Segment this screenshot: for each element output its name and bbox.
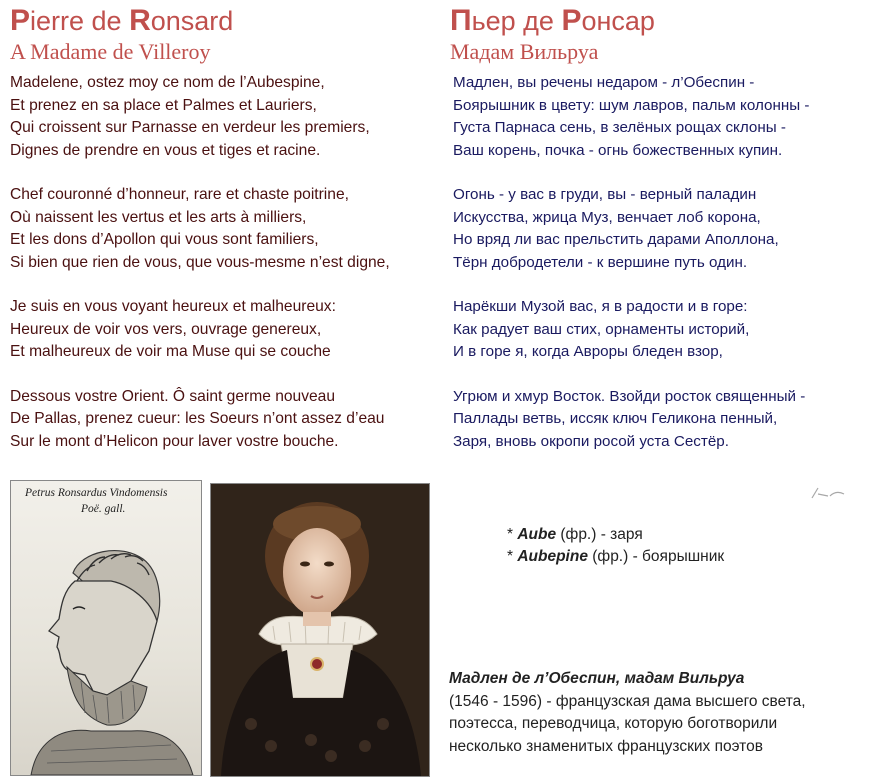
footnote-marker: * [507, 526, 518, 543]
poem-line: Угрюм и хмур Восток. Взойди росток священный - [453, 387, 806, 405]
poet-name-part: onsard [150, 6, 234, 36]
stanza-1 [453, 72, 890, 162]
french-column [10, 0, 435, 475]
poet-name-part: онсар [581, 6, 655, 36]
initial-pe: П [450, 4, 472, 37]
poem-line: Dignes de prendre en vous et tiges et racine. [10, 141, 321, 159]
madame-portrait [210, 483, 430, 777]
ronsard-engraving-image [11, 481, 201, 775]
stanza-3 [10, 296, 435, 364]
poem-line: De Pallas, prenez cueur: les Soeurs n’ont assez d’eau [10, 410, 385, 427]
footnote-marker: * [507, 548, 518, 565]
stanza-4 [453, 386, 890, 454]
poem-line: Et malheureux de voir ma Muse qui se couche [10, 343, 331, 360]
footnote-definition: (фр.) - заря [556, 526, 643, 543]
madame-painting-image [211, 484, 429, 776]
ronsard-portrait [10, 480, 202, 776]
footnotes [507, 524, 724, 568]
portrait-inscription: Petrus Ronsardus Vindomensis [25, 487, 168, 499]
poem-line: Et prenez en sa place et Palmes et Lauriers, [10, 96, 317, 114]
poet-name-french [10, 4, 435, 38]
poem-line: Мадлен, вы речены недаром - л’Обеспин - [453, 74, 755, 91]
poem-line: Нарёкши Музой вас, я в радости и в горе: [453, 298, 748, 315]
footnote [507, 524, 724, 546]
bio-title: Мадлен де л’Обеспин, мадам Вильруа [449, 670, 745, 687]
poem-line: Madelene, ostez moy ce nom de l’Aubespine, [10, 74, 325, 91]
footnote-definition: (фр.) - боярышник [587, 548, 725, 565]
initial-p: P [10, 4, 31, 37]
poem-line: Je suis en vous voyant heureux et malheureux: [10, 298, 336, 315]
poem-line: Но вряд ли вас прельстить дарами Аполлона, [453, 231, 779, 248]
stanza-3 [453, 296, 890, 364]
bio-line: поэтесса, переводчица, которую боготворили [449, 715, 778, 732]
poem-line: Sur le mont d’Helicon pour laver vostre bouche. [10, 432, 339, 450]
russian-column [450, 0, 890, 475]
poem-line: Тёрн добродетели - к вершине путь один. [453, 253, 748, 271]
signature-mark [808, 484, 848, 502]
bio-line: несколько знаменитых французских поэтов [449, 737, 763, 755]
poem-line: Et les dons d’Apollon qui vous sont familiers, [10, 231, 319, 248]
poem-line: Густа Парнаса сень, в зелёных рощах склоны - [453, 119, 786, 136]
poet-name-part: ьер де [471, 6, 562, 36]
poem-line: Искусства, жрица Муз, венчает лоб корона, [453, 208, 761, 226]
poem-title-russian: Мадам Вильруа [450, 39, 599, 64]
stanza-1 [10, 72, 435, 162]
stanza-2 [10, 184, 435, 274]
poem-line: Боярышник в цвету: шум лавров, пальм колонны - [453, 96, 810, 114]
poet-name-russian [450, 4, 890, 38]
poet-name-part: ierre de [30, 6, 130, 36]
poem-line: Chef couronné d’honneur, rare et chaste poitrine, [10, 186, 349, 203]
poem-line: Заря, вновь окропи росой уста Сестёр. [453, 432, 729, 450]
poem-line: Qui croissent sur Parnasse en verdeur les premiers, [10, 119, 370, 136]
bio-line: (1546 - 1596) - французская дама высшего света, [449, 692, 806, 710]
poem-line: И в горе я, когда Авроры бледен взор, [453, 343, 723, 360]
stanza-4 [10, 386, 435, 454]
initial-er: Р [561, 4, 582, 37]
poem-line: Как радует ваш стих, орнаменты историй, [453, 320, 750, 338]
poem-line: Паллады ветвь, иссяк ключ Геликона пенный, [453, 410, 778, 427]
poem-line: Огонь - у вас в груди, вы - верный паладин [453, 186, 757, 203]
initial-r: R [129, 4, 151, 37]
biography [449, 668, 879, 758]
portrait-inscription: Poë. gall. [81, 503, 126, 515]
poem-line: Ваш корень, почка - огнь божественных купин. [453, 141, 783, 159]
footnote-term: Aube [517, 526, 557, 543]
poem-title-french: A Madame de Villeroy [10, 39, 211, 64]
poem-line: Heureux de voir vos vers, ouvrage genereux, [10, 320, 322, 338]
poem-line: Dessous vostre Orient. Ô saint germe nouveau [10, 387, 336, 405]
footnote [507, 546, 724, 568]
footnote-term: Aubepine [517, 548, 588, 565]
poem-line: Où naissent les vertus et les arts à milliers, [10, 208, 307, 226]
poem-line: Si bien que rien de vous, que vous-mesme n’est digne, [10, 253, 390, 271]
stanza-2 [453, 184, 890, 274]
